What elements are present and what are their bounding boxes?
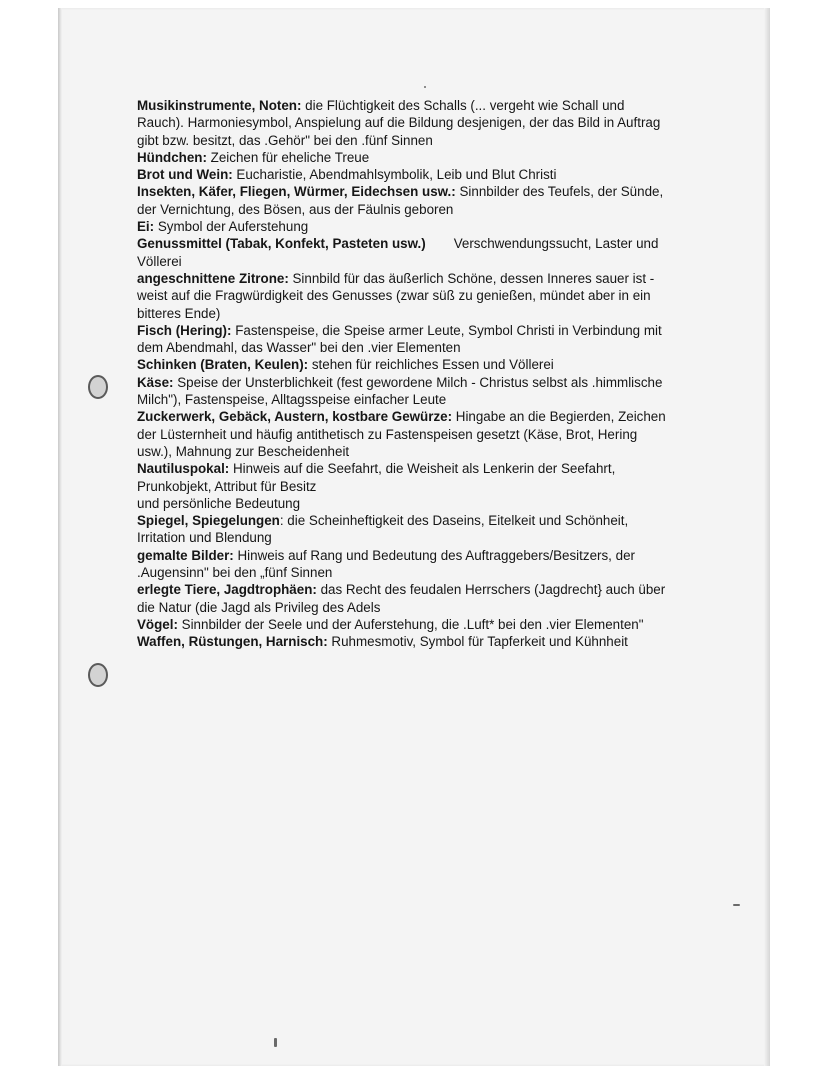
- entry-term: Insekten, Käfer, Fliegen, Würmer, Eidechsen usw.:: [137, 184, 456, 200]
- entry-text: Eucharistie, Abendmahlsymbolik, Leib und Blut Christi: [232, 167, 557, 183]
- entry-term: Spiegel, Spiegelungen: [137, 513, 280, 529]
- entry-text: Verschwendungssucht, Laster und Völlerei: [137, 236, 659, 269]
- scan-speck: [274, 1038, 277, 1047]
- entry-text: Fastenspeise, die Speise armer Leute, Symbol Christi in Verbindung mit dem Abendmahl, das Wasser" bei den .vier Elementen: [137, 322, 662, 356]
- entry-term: Fisch (Hering):: [137, 322, 232, 338]
- entry-term: angeschnittene Zitrone:: [137, 270, 289, 286]
- entry-term: Waffen, Rüstungen, Harnisch:: [137, 634, 328, 650]
- glossary-entry-schinken: [137, 356, 672, 373]
- entry-text: Sinnbild für das äußerlich Schöne, dessen Inneres sauer ist - weist auf die Fragwürdigkeit des Genusses (zwar süß zu genießen, mündet aber in ein bitteres Ende): [137, 270, 655, 321]
- entry-text: die Flüchtigkeit des Schalls (... vergeht wie Schall und Rauch). Harmoniesymbol, Anspielung auf die Bildung desjenigen, der das Bild in Auftrag gibt bzw. besitzt, das .Gehör" bei den .fünf Sinnen: [137, 98, 661, 148]
- glossary-entry-voegel: [137, 616, 672, 633]
- entry-text: Hinweis auf die Seefahrt, die Weisheit als Lenkerin der Seefahrt, Prunkobjekt, Attribut für Besitz: [137, 461, 616, 494]
- entry-text: : die Scheinheftigkeit des Daseins, Eitelkeit und Schönheit, Irritation und Blendung: [137, 513, 629, 546]
- glossary-entry-fisch: [137, 322, 672, 357]
- glossary-entry-ei: [137, 218, 672, 235]
- entry-text: Zeichen für eheliche Treue: [206, 149, 370, 165]
- entry-text: Sinnbilder der Seele und der Auferstehung, die .Luft* bei den .vier Elementen": [177, 616, 644, 632]
- glossary-entry-gemalte-bilder: [137, 547, 672, 582]
- glossary-entry-erlegte-tiere: [137, 581, 672, 616]
- glossary-entry-kaese: [137, 374, 672, 409]
- entry-term: Ei:: [137, 219, 155, 235]
- entry-text: stehen für reichliches Essen und Völlerei: [308, 357, 554, 373]
- entry-text: das Recht des feudalen Herrschers (Jagdrecht} auch über die Natur (die Jagd als Privileg des Adels: [137, 582, 666, 615]
- entry-term: erlegte Tiere, Jagdtrophäen:: [137, 582, 317, 598]
- glossary-entry-insekten: [137, 183, 672, 218]
- sheet-right-edge-shadow: [764, 8, 770, 1066]
- punch-hole-lower: [88, 663, 108, 687]
- entry-term: Vögel:: [137, 616, 178, 632]
- scan-speck: [733, 904, 740, 906]
- entry-term: Musikinstrumente, Noten:: [137, 98, 302, 113]
- entry-text: Ruhmesmotiv, Symbol für Tapferkeit und Kühnheit: [327, 634, 628, 650]
- entry-text: Speise der Unsterblichkeit (fest gewordene Milch - Christus selbst als .himmlische Milch"), Fastenspeise, Alltagsspeise einfacher Leute: [137, 374, 663, 408]
- entry-term: Käse:: [137, 374, 174, 390]
- entry-term: gemalte Bilder:: [137, 547, 234, 563]
- entry-term: Nautiluspokal:: [137, 461, 230, 477]
- glossary-entry-genussmittel: [137, 235, 672, 270]
- entry-text: und persönliche Bedeutung: [137, 495, 301, 511]
- glossary-entry-nautiluspokal: [137, 460, 672, 495]
- glossary-entry-spiegel: [137, 512, 672, 547]
- entry-term: Brot und Wein:: [137, 167, 233, 183]
- entry-term: Genussmittel (Tabak, Konfekt, Pasteten usw.): [137, 236, 426, 252]
- entry-term: Zuckerwerk, Gebäck, Austern, kostbare Gewürze:: [137, 409, 453, 425]
- glossary-entry-musikinstrumente: [137, 97, 672, 149]
- punch-hole-upper: [88, 375, 108, 399]
- glossary-entry-waffen: [137, 633, 672, 650]
- glossary-entry-zuckerwerk: [137, 408, 672, 460]
- entry-text: Sinnbilder des Teufels, der Sünde, der Vernichtung, des Bösen, aus der Fäulnis geboren: [137, 184, 664, 217]
- entry-text: Hinweis auf Rang und Bedeutung des Auftraggebers/Besitzers, der .Augensinn" bei den „fünf Sinnen: [137, 547, 635, 581]
- glossary-entry-brot-und-wein: [137, 166, 672, 183]
- sheet-left-edge-shadow: [58, 8, 62, 1066]
- glossary-entry-nautiluspokal-continued: [137, 495, 672, 512]
- entry-term: Schinken (Braten, Keulen):: [137, 357, 309, 373]
- entry-term: Hündchen:: [137, 149, 207, 165]
- symbol-glossary: [137, 97, 672, 651]
- entry-text: Hingabe an die Begierden, Zeichen der Lüsternheit und häufig antithetisch zu Fastenspeisen gesetzt (Käse, Brot, Hering usw.), Mahnung zur Bescheidenheit: [137, 409, 666, 459]
- scan-speck: [424, 86, 426, 88]
- entry-text: Symbol der Auferstehung: [154, 219, 309, 235]
- glossary-entry-huendchen: [137, 149, 672, 166]
- glossary-entry-zitrone: [137, 270, 672, 322]
